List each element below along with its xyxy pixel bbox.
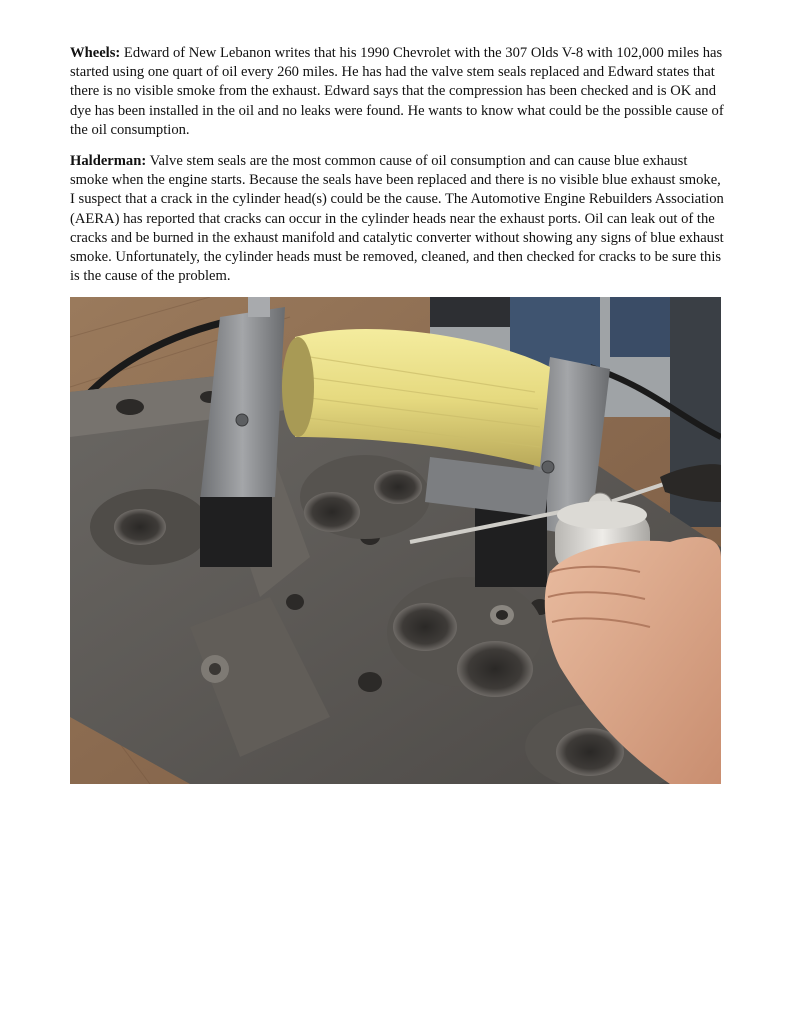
- question-label: Wheels:: [70, 45, 121, 61]
- answer-label: Halderman:: [70, 153, 147, 169]
- magnaflux-crack-inspection-photo: [70, 297, 721, 784]
- question-paragraph: [70, 44, 726, 140]
- answer-paragraph: [70, 152, 726, 286]
- question-text: Edward of New Lebanon writes that his 1990 Chevrolet with the 307 Olds V-8 with 102,000 miles has started using one quart of oil every 260 miles. He has had the valve stem seals replaced and Edward states that there is no visible smoke from the exhaust. Edward says that the compression has been checked and is OK and dye has been installed in the oil and no leaks were found. He wants to know what could be the possible cause of the oil consumption.: [70, 45, 724, 138]
- answer-text: Valve stem seals are the most common cause of oil consumption and can cause blue exhaust smoke when the engine starts. Because the seals have been replaced and there is no visible blue exhaust smoke, I suspect that a crack in the cylinder head(s) could be the cause. The Automotive Engine Rebuilders Association (AERA) has reported that cracks can occur in the cylinder heads near the exhaust ports. Oil can leak out of the cracks and be burned in the exhaust manifold and catalytic converter without showing any signs of blue exhaust smoke. Unfortunately, the cylinder heads must be removed, cleaned, and then checked for cracks to be sure this is the cause of the problem.: [70, 153, 724, 285]
